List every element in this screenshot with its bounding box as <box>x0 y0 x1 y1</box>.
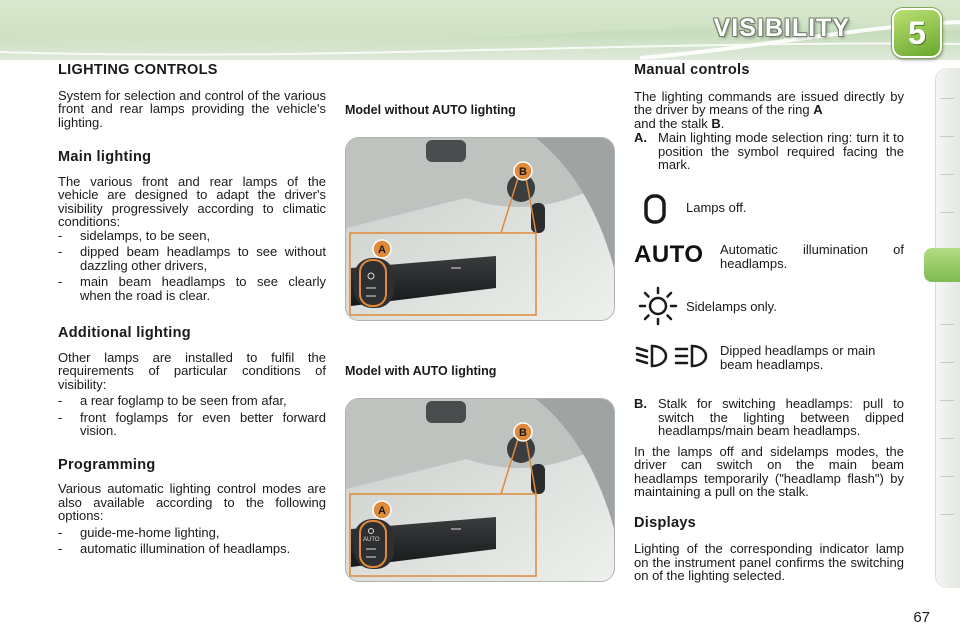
photo-stalk-with-auto <box>345 398 615 582</box>
manual-controls-intro <box>634 90 904 131</box>
list-dash: - <box>58 524 63 540</box>
list-item-text: a rear foglamp to be seen from afar, <box>80 393 287 408</box>
main-beam-icon <box>676 346 706 366</box>
side-tab-divider <box>940 438 954 439</box>
caption-model-with-auto: Model with AUTO lighting <box>345 364 497 378</box>
item-a-label: A. <box>634 130 647 145</box>
list-item-text: front foglamps for even better forward vision. <box>80 409 326 438</box>
intro-text: The lighting commands are issued directly by the driver by means of the ring <box>634 88 904 117</box>
side-tab-divider <box>940 324 954 325</box>
item-b-label: B. <box>634 396 647 411</box>
list-item-text: guide-me-home lighting, <box>80 524 220 540</box>
page-number: 67 <box>913 609 930 626</box>
side-tab-divider <box>940 212 954 213</box>
side-tab-divider <box>940 136 954 137</box>
side-tab-divider <box>940 514 954 515</box>
side-tab-strip <box>935 68 960 588</box>
item-a-text: Main lighting mode selection ring: turn it to position the symbol required facing the mark. <box>658 130 904 172</box>
list-item <box>58 526 326 540</box>
headlamp-flash-paragraph: In the lamps off and sidelamps modes, the driver can switch on the main beam headlamps temporarily ("headlamp flash") by maintaining a pull on the stalk. <box>634 443 904 499</box>
list-dash: - <box>58 409 63 425</box>
page-header <box>0 0 960 60</box>
item-b <box>634 397 904 438</box>
list-dash: - <box>58 393 63 408</box>
list-item-text: sidelamps, to be seen, <box>80 227 211 243</box>
label-stalk-b: B <box>519 166 527 178</box>
list-item-text: automatic illumination of headlamps. <box>80 541 291 556</box>
left-column <box>58 64 326 556</box>
list-dash: - <box>58 274 63 289</box>
item-b-text: Stalk for switching headlamps: pull to switch the lighting between dipped headlamps/main beam headlamps. <box>658 396 904 438</box>
list-item <box>58 275 326 302</box>
side-tab-divider <box>940 476 954 477</box>
intro-text-end: . <box>720 115 725 131</box>
symbol-desc-auto: Automatic illumination of headlamps. <box>720 242 904 271</box>
stalk-label-ref: B <box>711 115 721 131</box>
heading-additional-lighting: Additional lighting <box>58 325 191 341</box>
auto-icon: AUTO <box>634 241 704 268</box>
list-item-text: dipped beam headlamps to see without dazzling other drivers, <box>80 244 326 273</box>
list-dash: - <box>58 227 63 243</box>
stalk-illustration-auto <box>346 399 614 581</box>
label-ring-a: A <box>378 244 386 256</box>
dipped-main-beam-icon <box>634 343 712 369</box>
additional-lighting-text: Other lamps are installed to fulfil the requirements of particular conditions of visibility: <box>58 349 326 392</box>
lamps-off-icon <box>642 193 672 225</box>
label-ring-a: A <box>378 505 386 517</box>
right-column-top <box>634 64 904 172</box>
ring-label-ref: A <box>813 102 823 117</box>
section-heading-lighting-controls: LIGHTING CONTROLS <box>58 62 218 78</box>
side-tab-divider <box>940 362 954 363</box>
displays-text: Lighting of the corresponding indicator lamp on the instrument panel confirms the switching on of the lighting selected. <box>634 541 904 583</box>
side-tab-divider <box>940 174 954 175</box>
list-item <box>58 229 326 243</box>
ring-symbol-auto: AUTO <box>363 537 380 543</box>
photo-stalk-without-auto <box>345 137 615 321</box>
main-lighting-text: The various front and rear lamps of the vehicle are designed to adapt the driver's visibility progressively according to climatic conditions: <box>58 173 326 229</box>
heading-programming: Programming <box>58 456 156 473</box>
list-item <box>58 245 326 272</box>
chapter-number-badge: 5 <box>892 8 942 58</box>
stalk-illustration <box>346 138 614 320</box>
caption-model-without-auto: Model without AUTO lighting <box>345 103 516 117</box>
list-item <box>58 542 326 556</box>
programming-text: Various automatic lighting control modes are also available according to the following options: <box>58 481 326 523</box>
sidelamps-icon <box>638 286 678 326</box>
heading-manual-controls: Manual controls <box>634 62 750 78</box>
symbol-desc-sidelamps: Sidelamps only. <box>686 299 777 314</box>
item-a <box>634 131 904 172</box>
symbol-desc-lamps-off: Lamps off. <box>686 200 747 215</box>
dipped-beam-icon <box>637 346 666 366</box>
list-item <box>58 411 326 438</box>
list-dash: - <box>58 244 63 259</box>
chapter-title: VISIBILITY <box>713 14 850 42</box>
side-tab-divider <box>940 98 954 99</box>
list-item-text: main beam headlamps to see clearly when the road is clear. <box>80 274 326 303</box>
side-tab-divider <box>940 400 954 401</box>
label-stalk-b: B <box>519 427 527 439</box>
intro-paragraph: System for selection and control of the various front and rear lamps providing the vehicle's lighting. <box>58 87 326 130</box>
right-column-bottom <box>634 397 904 583</box>
heading-displays: Displays <box>634 514 697 531</box>
symbol-desc-dipped-main: Dipped headlamps or main beam headlamps. <box>720 343 876 372</box>
list-item <box>58 394 326 408</box>
list-dash: - <box>58 541 63 556</box>
intro-text-mid: and the stalk <box>634 115 712 131</box>
heading-main-lighting: Main lighting <box>58 149 152 165</box>
side-tab-active <box>924 248 960 282</box>
chapter-side-tabs <box>930 68 960 588</box>
